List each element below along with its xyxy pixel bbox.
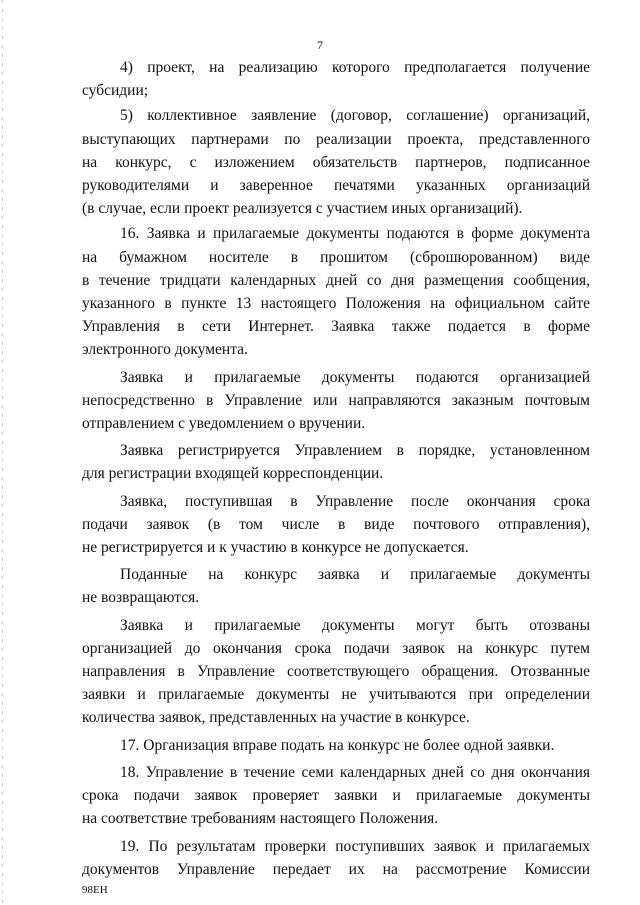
text-line: электронного документа.	[82, 341, 248, 359]
text-line: указанного в пункте 13 настоящего Положения на официальном сайте	[82, 295, 590, 313]
text-line: на конкурс, с изложением обязательств партнеров, подписанное	[82, 153, 590, 171]
text-line: Заявка регистрируется Управлением в порядке, установленном	[120, 442, 590, 460]
paragraph-withdrawal	[82, 614, 590, 730]
text-line: организацией до окончания срока подачи заявок на конкурс путем	[82, 639, 590, 657]
text-line: направления в Управление соответствующего обращения. Отозванные	[82, 663, 590, 681]
text-line: в течение тридцати календарных дней со дня размещения сообщения,	[82, 271, 590, 289]
document-body	[82, 56, 590, 881]
document-code: 98ЕН	[82, 884, 108, 896]
text-line: отправлением с уведомлением о вручении.	[82, 415, 366, 433]
text-line: заявки и прилагаемые документы не учитываются при определении	[82, 686, 590, 704]
paragraph-no-return	[82, 563, 590, 609]
text-line: для регистрации входящей корреспонденции.	[82, 465, 384, 483]
text-line: выступающих партнерами по реализации проекта, представленного	[82, 130, 590, 148]
text-line: 18. Управление в течение семи календарных дней со дня окончания	[120, 763, 590, 781]
text-line: 19. По результатам проверки поступивших заявок и прилагаемых	[120, 837, 590, 855]
text-line: руководителями и заверенное печатями указанных организаций	[82, 177, 590, 195]
text-line: не регистрируется и к участию в конкурсе не допускается.	[82, 539, 469, 557]
page-number: 7	[317, 38, 323, 52]
text-line: 17. Организация вправе подать на конкурс не более одной заявки.	[120, 736, 555, 754]
text-line: подачи заявок (в том числе в виде почтового отправления),	[82, 515, 590, 533]
text-line: 4) проект, на реализацию которого предполагается получение	[120, 59, 590, 76]
paragraph-item-4	[82, 56, 590, 102]
text-line: 16. Заявка и прилагаемые документы подаются в форме документа	[120, 225, 590, 243]
text-line: Управления в сети Интернет. Заявка также подается в форме	[82, 318, 590, 336]
text-line: документов Управление передает их на рассмотрение Комиссии	[82, 860, 590, 878]
text-line: не возвращаются.	[82, 589, 200, 607]
text-line: непосредственно в Управление или направляются заказным почтовым	[82, 391, 590, 409]
paragraph-submission-method	[82, 366, 590, 436]
text-line: (в случае, если проект реализуется с участием иных организаций).	[82, 200, 523, 218]
paragraph-item-5	[82, 104, 590, 220]
text-line: на бумажном носителе в прошитом (сброшюрованном) виде	[82, 248, 590, 266]
text-line: количества заявок, представленных на участие в конкурсе.	[82, 709, 470, 727]
paragraph-18	[82, 761, 590, 831]
text-line: Заявка и прилагаемые документы подаются организацией	[120, 368, 590, 386]
paragraph-registration	[82, 439, 590, 485]
paragraph-19	[82, 835, 590, 881]
paragraph-17	[82, 734, 590, 757]
text-line: Заявка и прилагаемые документы могут быть отозваны	[120, 616, 590, 634]
scan-edge-line	[2, 0, 3, 905]
paragraph-late-submission	[82, 490, 590, 560]
text-line: на соответствие требованиям настоящего Положения.	[82, 810, 439, 828]
text-line: Заявка, поступившая в Управление после окончания срока	[120, 492, 590, 510]
paragraph-16	[82, 222, 590, 361]
text-line: Поданные на конкурс заявка и прилагаемые документы	[120, 566, 590, 584]
text-line: субсидии;	[82, 82, 149, 100]
text-line: срока подачи заявок проверяет заявки и прилагаемые документы	[82, 787, 590, 805]
text-line: 5) коллективное заявление (договор, соглашение) организаций,	[120, 107, 590, 125]
